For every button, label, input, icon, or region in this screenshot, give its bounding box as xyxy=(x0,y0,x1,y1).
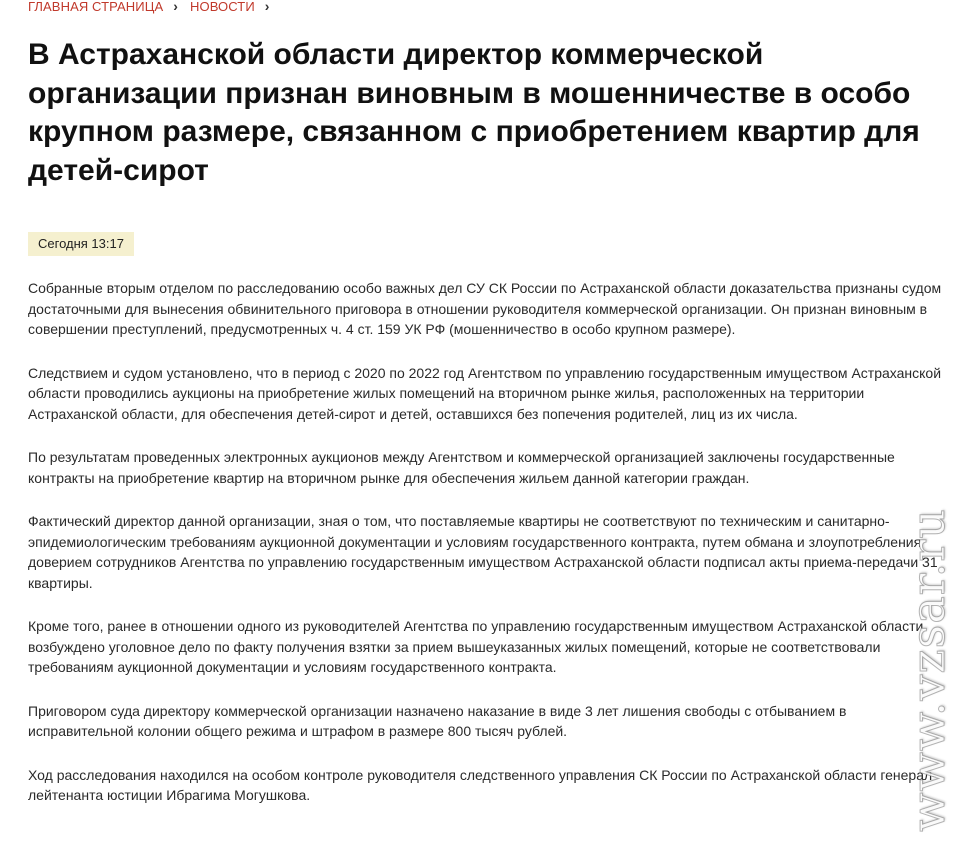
article-body xyxy=(28,278,943,829)
article-paragraph: Кроме того, ранее в отношении одного из руководителей Агентства по управлению государственным имуществом Астраханской области возбуждено уголовное дело по факту получения взятки за прием вышеуказанных жилых помещений, которые не соответствовали требованиям аукционной документации и условиям государственного контракта. xyxy=(28,618,924,675)
article-paragraph: Собранные вторым отделом по расследованию особо важных дел СУ СК России по Астраханской области доказательства признаны судом достаточными для вынесения обвинительного приговора в отношении руководителя коммерческой организации. Он признан виновным в совершении преступлений, предусмотренных ч. 4 ст. 159 УК РФ (мошенничество в особо крупном размере). xyxy=(28,280,942,337)
chevron-right-icon: › xyxy=(173,0,178,14)
watermark-text: www.vzsar.ru xyxy=(901,508,955,832)
chevron-right-icon: › xyxy=(264,0,270,14)
article-date-badge: Сегодня 13:17 xyxy=(28,232,134,256)
article-paragraph: Приговором суда директору коммерческой организации назначено наказание в виде 3 лет лишения свободы с отбыванием в исправительной колонии общего режима и штрафом в размере 800 тысяч рублей. xyxy=(28,702,847,739)
article-paragraph: Фактический директор данной организации, зная о том, что поставляемые квартиры не соответствуют по техническим и санитарно-эпидемиологическим требованиям аукционной документации и условиям государственного контракта, путем обмана и злоупотребления доверием сотрудников Агентства по управлению государственным имуществом Астраханской области подписал акты приема-передачи 31 квартиры. xyxy=(28,513,938,591)
article-paragraph: По результатам проведенных электронных аукционов между Агентством и коммерческой организацией заключены государственные контракты на приобретение квартир на вторичном рынке для обеспечения жильем данной категории граждан. xyxy=(28,449,895,486)
article-paragraph: Ход расследования находился на особом контроле руководителя следственного управления СК России по Астраханской области генерал-лейтенанта юстиции Ибрагима Могушкова. xyxy=(28,766,937,803)
article-paragraph: Следствием и судом установлено, что в период с 2020 по 2022 год Агентством по управлению государственным имуществом Астраханской области проводились аукционы на приобретение жилых помещений на вторичном рынке жилья, расположенных на территории Астраханской области, для обеспечения детей-сирот и детей, оставшихся без попечения родителей, лиц из их числа. xyxy=(28,364,942,422)
breadcrumb-home-link[interactable]: ГЛАВНАЯ СТРАНИЦА xyxy=(28,0,164,14)
breadcrumb xyxy=(28,0,282,15)
breadcrumb-news-link[interactable]: НОВОСТИ xyxy=(190,0,255,14)
article-title: В Астраханской области директор коммерческой организации признан виновным в мошенничестве в особо крупном размере, связанном с приобретением квартир для детей-сирот xyxy=(28,38,920,187)
